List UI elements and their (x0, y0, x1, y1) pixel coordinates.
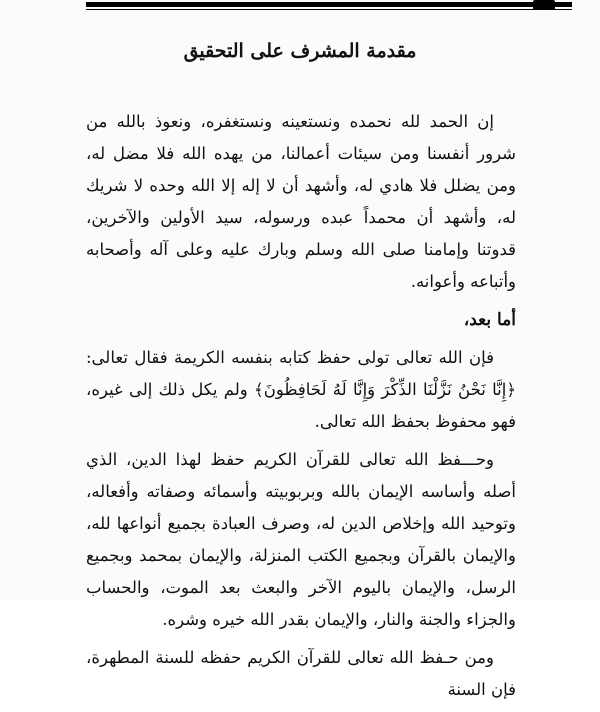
header-rule-thick (86, 2, 572, 7)
paragraph-religion-preservation: وحـــفظ الله تعالى للقرآن الكريم حفظ لهذا الدين، الذي أصله وأساسه الإيمان بالله وبربوبيته وأسمائه وصفاته وأفعاله، وتوحيد الله وإخلاص الدين له، وصرف العبادة بجميع أنواعها لله، والإيمان بالقرآن وبجميع الكتب المنزلة، والإيمان بمحمد وبجميع الرسل، والإيمان باليوم الآخر والبعث بعد الموت، والحساب والجزاء والجنة والنار، والإيمان بقدر الله خيره وشره. (86, 450, 516, 629)
section-heading: أما بعد، (463, 310, 516, 330)
paragraph-quran-preservation: فإن الله تعالى تولى حفظ كتابه بنفسه الكريمة فقال تعالى: ﴿إِنَّا نَحْنُ نَزَّلْنَا الذِّكْرَ وَإِنَّا لَهُ لَحَافِظُونَ﴾ ولم يكل ذلك إلى غيره، فهو محفوظ بحفظ الله تعالى. (86, 348, 516, 431)
page-corner-mark (533, 0, 555, 10)
header-rule-thin (86, 9, 572, 10)
body-text (86, 106, 516, 712)
paragraph-sunnah: ومن حـفظ الله تعالى للقرآن الكريم حفظه للسنة المطهرة، فإن السنة (86, 648, 516, 699)
page-title: مقدمة المشرف على التحقيق (183, 40, 417, 62)
paragraph-opening: إن الحمد لله نحمده ونستعينه ونستغفره، ونعوذ بالله من شرور أنفسنا ومن سيئات أعمالنا، من يهده الله فلا مضل له، ومن يضلل فلا هادي له، وأشهد أن لا إله إلا الله وحده لا شريك له، وأشهد أن محمداً عبده ورسوله، سيد الأولين والآخرين، قدوتنا وإمامنا صلى الله وسلم وبارك عليه وعلى آله وأصحابه وأتباعه وأعوانه. (86, 112, 516, 291)
